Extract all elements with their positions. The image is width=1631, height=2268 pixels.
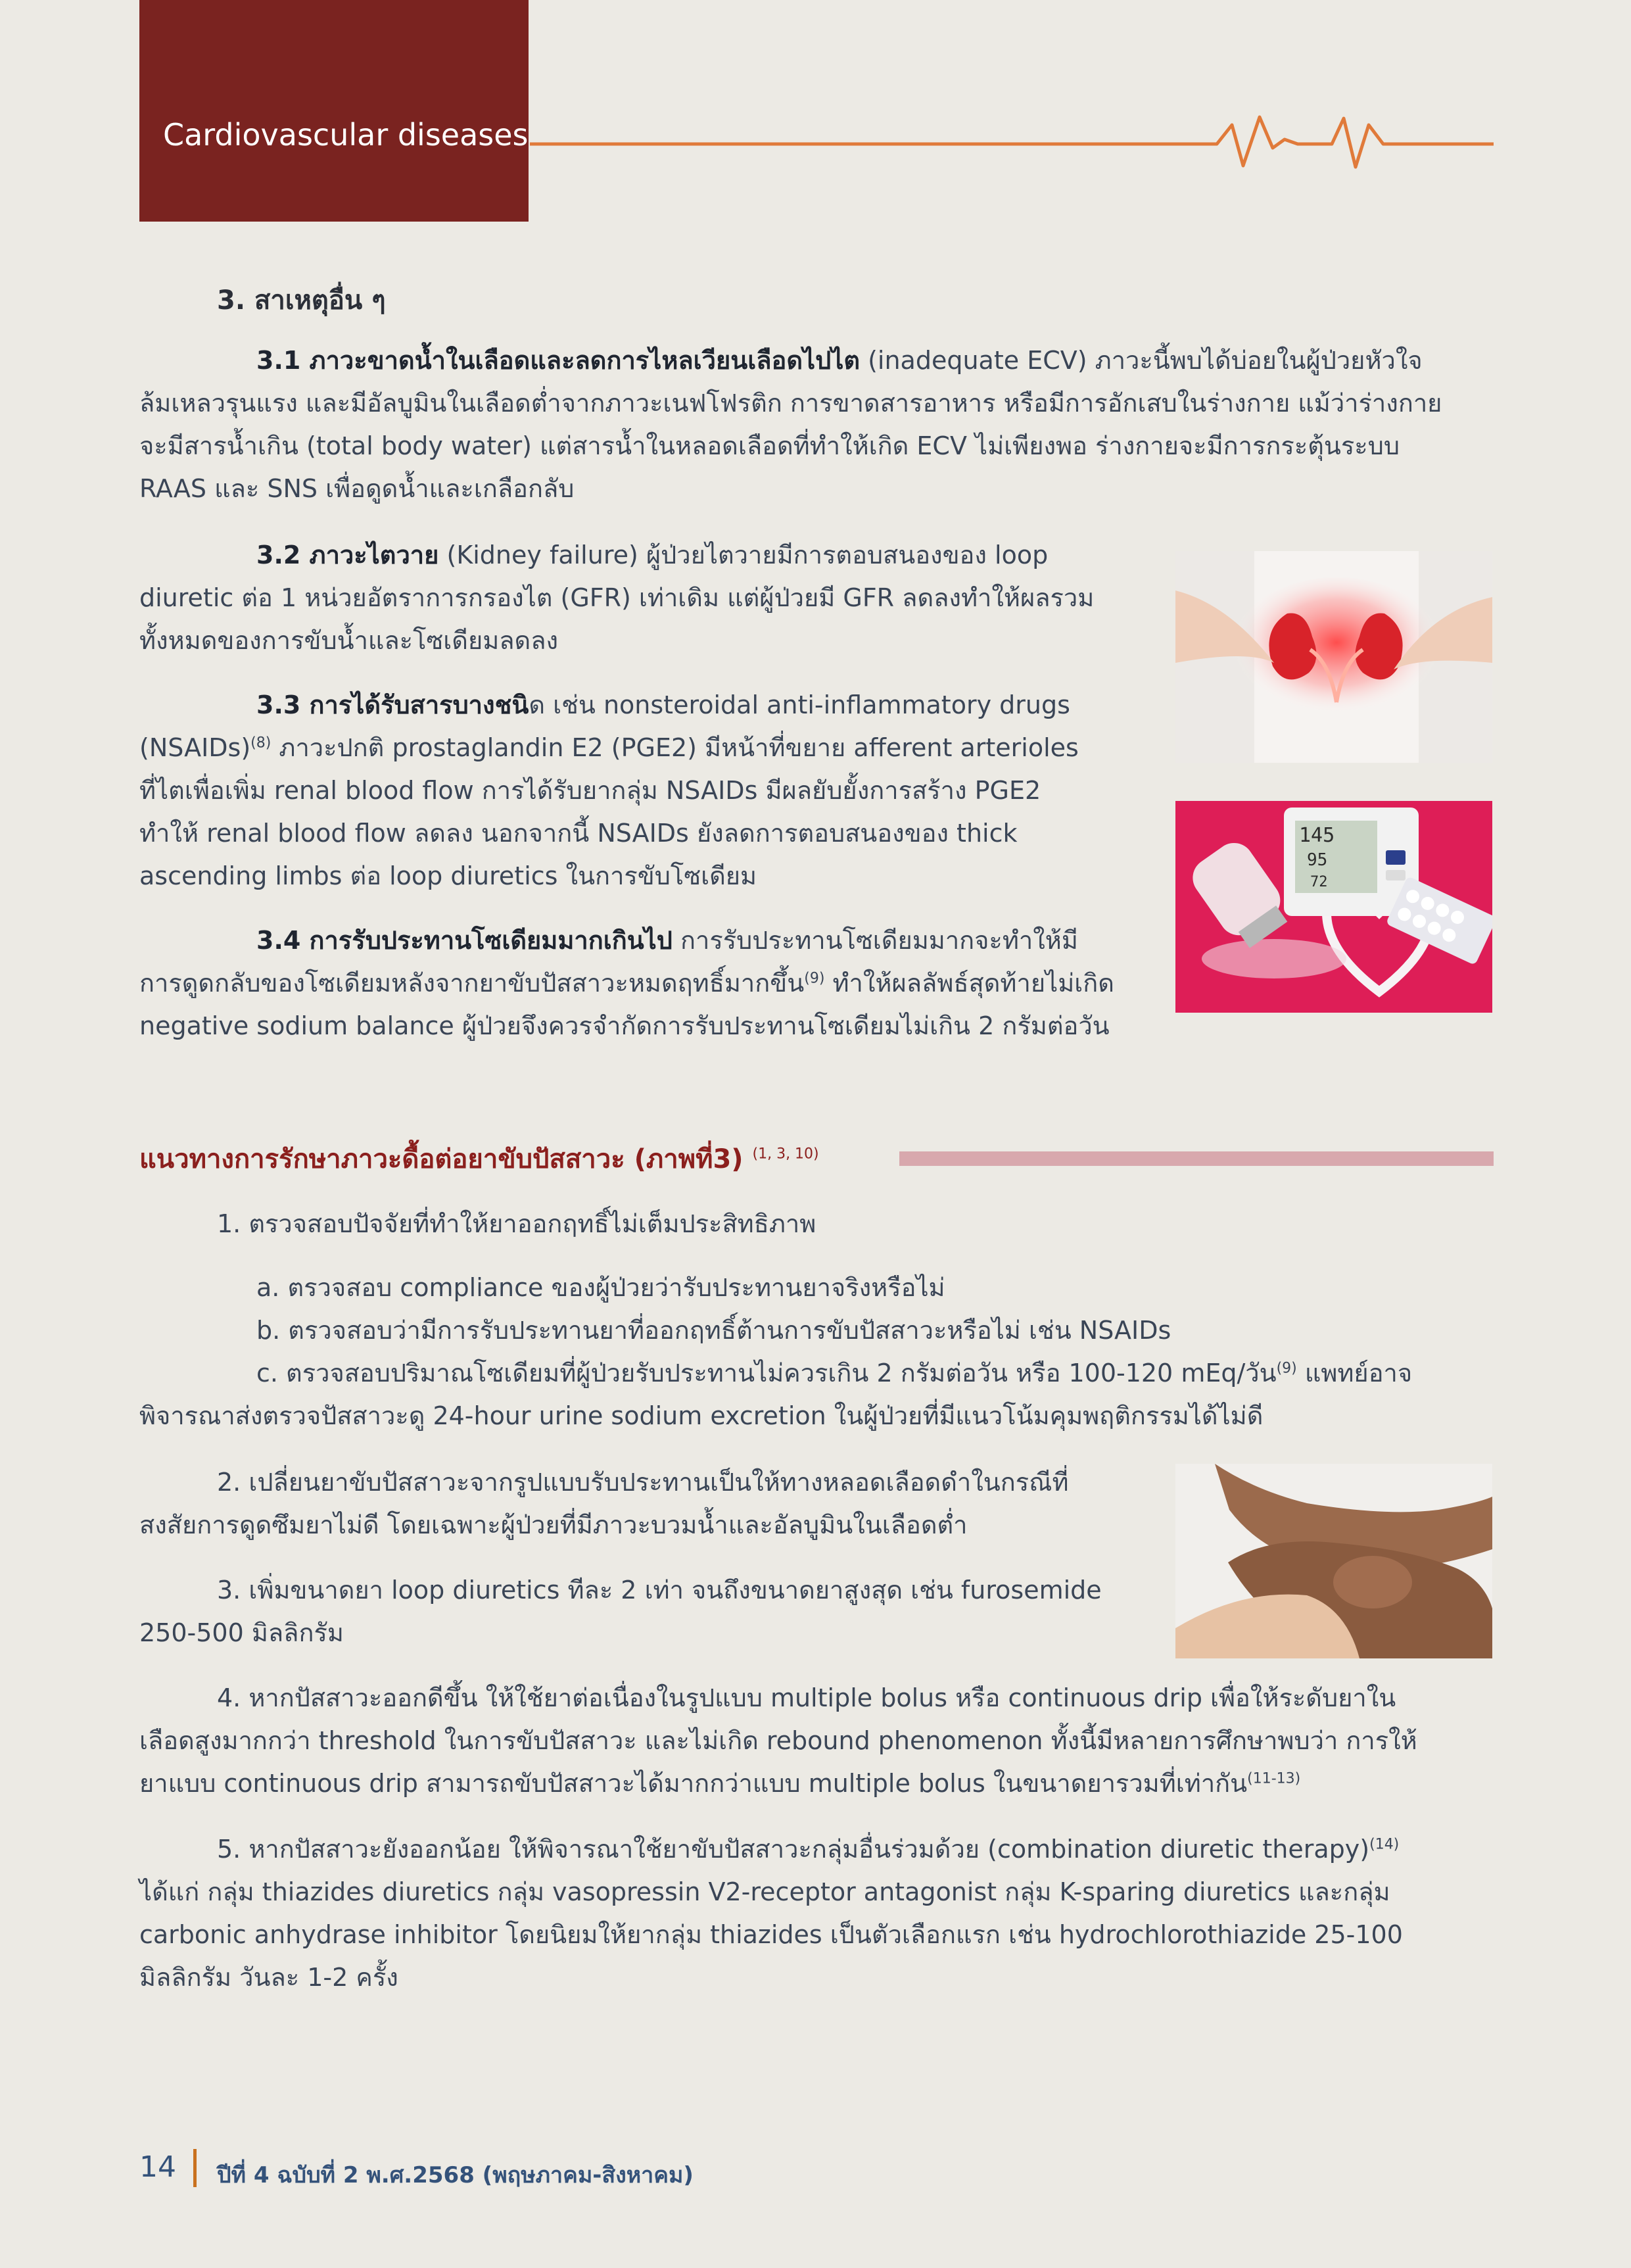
- text-line: (NSAIDs): [139, 733, 251, 762]
- paragraph-3-4: [139, 919, 1125, 1048]
- text-line: ยาแบบ continuous drip สามารถขับปัสสาวะได้มากกว่าแบบ multiple bolus ในขนาดยารวมที่เท่ากัน: [139, 1769, 1248, 1798]
- text-line: ทั้งหมดของการขับน้ำและโซเดียมลดลง: [139, 626, 559, 655]
- citation: (9): [804, 970, 825, 987]
- text-line: 250-500 มิลลิกรัม: [139, 1618, 344, 1647]
- text-line: (Kidney failure) ผู้ป่วยไตวายมีการตอบสนองของ loop: [438, 541, 1049, 569]
- text-line: b. ตรวจสอบว่ามีการรับประทานยาที่ออกฤทธิ์ต้านการขับปัสสาวะหรือไม่ เช่น NSAIDs: [256, 1316, 1171, 1345]
- swollen-feet-photo: [1175, 1464, 1492, 1658]
- text-line: การดูดกลับของโซเดียมหลังจากยาขับปัสสาวะหมดฤทธิ์มากขึ้น: [139, 969, 805, 998]
- text-line: สงสัยการดูดซึมยาไม่ดี โดยเฉพาะผู้ป่วยที่มีภาวะบวมน้ำและอัลบูมินในเลือดต่ำ: [139, 1510, 968, 1539]
- text-line: 2. เปลี่ยนยาขับปัสสาวะจากรูปแบบรับประทานเป็นให้ทางหลอดเลือดดำในกรณีที่: [217, 1468, 1069, 1497]
- text-line: พิจารณาส่งตรวจปัสสาวะดู 24-hour urine sodium excretion ในผู้ป่วยที่มีแนวโน้มคุมพฤติกรรมได้ไม่ดี: [139, 1401, 1264, 1430]
- bp-dia-value: 95: [1307, 850, 1328, 870]
- citation: (11-13): [1247, 1770, 1301, 1787]
- text-line: จะมีสารน้ำเกิน (total body water) แต่สารน้ำในหลอดเลือดที่ทำให้เกิด ECV ไม่เพียงพอ ร่างกายจะมีการกระตุ้นระบบ: [139, 431, 1400, 460]
- bp-sys-value: 145: [1299, 824, 1335, 847]
- text-line: เลือดสูงมากกว่า threshold ในการขับปัสสาวะ และไม่เกิด rebound phenomenon ทั้งนี้มีหลายการศึกษาพบว่า การให้: [139, 1726, 1417, 1755]
- citation: (1, 3, 10): [752, 1146, 819, 1163]
- citation: (9): [1276, 1360, 1297, 1377]
- treatment-heading: [139, 1138, 819, 1180]
- paragraph-3-2: [139, 534, 1125, 662]
- text-line: ภาวะปกติ prostaglandin E2 (PGE2) มีหน้าที่ขยาย afferent arterioles: [271, 733, 1079, 762]
- header-banner: [139, 0, 529, 222]
- issue-info: ปีที่ 4 ฉบับที่ 2 พ.ศ.2568 (พฤษภาคม-สิงหาคม): [217, 2162, 694, 2188]
- text-line: diuretic ต่อ 1 หน่วยอัตราการกรองไต (GFR) เท่าเดิม แต่ผู้ป่วยมี GFR ลดลงทำให้ผลรวม: [139, 583, 1095, 612]
- text-line: c. ตรวจสอบปริมาณโซเดียมที่ผู้ป่วยรับประทานไม่ควรเกิน 2 กรัมต่อวัน หรือ 100-120 mEq/วัน: [256, 1359, 1277, 1387]
- text-line: 4. หากปัสสาวะออกดีขึ้น ให้ใช้ยาต่อเนื่องในรูปแบบ multiple bolus หรือ continuous drip เพื่อให้ระดับยาใน: [217, 1683, 1396, 1712]
- treatment-item-4: [139, 1677, 1494, 1805]
- treatment-item-3: [139, 1569, 1125, 1654]
- heading-underline-bar: [899, 1151, 1494, 1166]
- treatment-item-1: [139, 1203, 1494, 1245]
- treatment-item-1-sub: [139, 1267, 1494, 1437]
- treatment-heading-text: แนวทางการรักษาภาวะดื้อต่อยาขับปัสสาวะ (ภาพที่3): [139, 1144, 744, 1174]
- bp-pulse-value: 72: [1310, 874, 1328, 890]
- paragraph-3-1-title: 3.1 ภาวะขาดน้ำในเลือดและลดการไหลเวียนเลือดไปไต: [256, 346, 861, 375]
- page-number: 14: [139, 2150, 176, 2184]
- text-line: แพทย์อาจ: [1296, 1359, 1413, 1387]
- section-title: 3. สาเหตุอื่น ๆ: [217, 285, 386, 316]
- text-line: ที่ไตเพื่อเพิ่ม renal blood flow การได้รับยากลุ่ม NSAIDs มีผลยับยั้งการสร้าง PGE2: [139, 776, 1041, 805]
- paragraph-3-2-title: 3.2 ภาวะไตวาย: [256, 541, 439, 569]
- header-title: Cardiovascular diseases: [163, 117, 529, 153]
- paragraph-3-3: [139, 684, 1125, 898]
- text-line: ล้มเหลวรุนแรง และมีอัลบูมินในเลือดต่ำจากภาวะเนฟโฟรติก การขาดสารอาหาร หรือมีการอักเสบในร่างกาย แม้ว่าร่างกาย: [139, 389, 1442, 418]
- paragraph-3-1: [139, 339, 1494, 510]
- text-line: ทำให้ผลลัพธ์สุดท้ายไม่เกิด: [824, 969, 1114, 998]
- text-line: a. ตรวจสอบ compliance ของผู้ป่วยว่ารับประทานยาจริงหรือไม่: [256, 1273, 945, 1302]
- paragraph-3-4-title: 3.4 การรับประทานโซเดียมมากเกินไป: [256, 926, 673, 955]
- text-line: ascending limbs ต่อ loop diuretics ในการขับโซเดียม: [139, 861, 757, 890]
- footer-divider: [193, 2149, 197, 2187]
- text-line: มิลลิกรัม วันละ 1-2 ครั้ง: [139, 1963, 398, 1992]
- treatment-item-5: [139, 1828, 1494, 1999]
- heartbeat-line-icon: [530, 99, 1494, 171]
- treatment-item-2: [139, 1461, 1125, 1547]
- kidney-pain-photo: [1175, 551, 1492, 763]
- paragraph-3-3-title: 3.3 การได้รับสารบางชนิ: [256, 690, 529, 719]
- text-line: ด เช่น nonsteroidal anti-inflammatory drugs: [529, 690, 1070, 719]
- citation: (8): [250, 735, 272, 752]
- salt-heart-bp-photo: [1175, 801, 1492, 1013]
- text-line: การรับประทานโซเดียมมากจะทำให้มี: [672, 926, 1078, 955]
- text-line: 1. ตรวจสอบปัจจัยที่ทำให้ยาออกฤทธิ์ไม่เต็มประสิทธิภาพ: [217, 1209, 816, 1238]
- citation: (14): [1369, 1836, 1400, 1853]
- text-line: negative sodium balance ผู้ป่วยจึงควรจำกัดการรับประทานโซเดียมไม่เกิน 2 กรัมต่อวัน: [139, 1011, 1110, 1040]
- text-line: ได้แก่ กลุ่ม thiazides diuretics กลุ่ม vasopressin V2-receptor antagonist กลุ่ม K-sparing diuretics และกลุ่ม: [139, 1877, 1390, 1906]
- text-line: RAAS และ SNS เพื่อดูดน้ำและเกลือกลับ: [139, 474, 575, 503]
- text-line: 3. เพิ่มขนาดยา loop diuretics ทีละ 2 เท่า จนถึงขนาดยาสูงสุด เช่น furosemide: [217, 1576, 1102, 1604]
- text-line: 5. หากปัสสาวะยังออกน้อย ให้พิจารณาใช้ยาขับปัสสาวะกลุ่มอื่นร่วมด้วย (combination diuretic therapy): [217, 1835, 1370, 1864]
- text-line: carbonic anhydrase inhibitor โดยนิยมให้ยากลุ่ม thiazides เป็นตัวเลือกแรก เช่น hydrochlorothiazide 25-100: [139, 1920, 1403, 1949]
- text-line: (inadequate ECV) ภาวะนี้พบได้บ่อยในผู้ป่วยหัวใจ: [860, 346, 1423, 375]
- text-line: ทำให้ renal blood flow ลดลง นอกจากนี้ NSAIDs ยังลดการตอบสนองของ thick: [139, 819, 1018, 848]
